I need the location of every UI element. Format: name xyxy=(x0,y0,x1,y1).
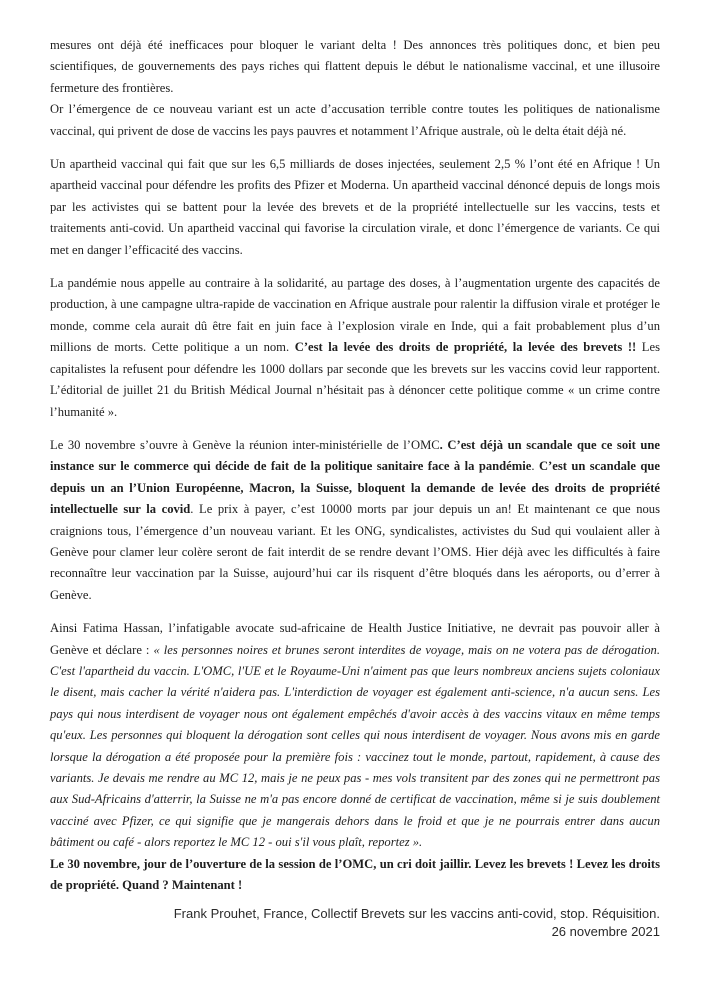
text-run: Les capitalistes la refusent pour défendre les 1000 dollars par seconde que les brevets sur les vaccins covid leur rapportent. L’éditorial de juillet 21 du British Médical Journal n’hésitait pas à dénoncer cette politique comme « un crime contre l’humanité ». xyxy=(50,340,660,419)
text-run-italic: « les personnes noires et brunes seront interdites de voyage, mais on ne votera pas de dérogation. C'est l'apartheid du vaccin. L'OMC, l'UE et le Royaume-Uni n'aiment pas que leurs nombreux anciens sujets coloniaux le disent, mais cacher la vérité n'aidera pas. L'interdiction de voyager est également anti-science, n'a aucun sens. Les pays qui nous interdisent de voyager nous ont également empêchés d'avoir accès à des vaccins vitaux en même temps qu'eux. Les personnes qui bloquent la dérogation sont celles qui nous interdisent de voyager. Nous avons mis en garde lorsque la dérogation a été proposée pour la première fois : vaccinez tout le monde, partout, rapidement, à cause des variants. Je devais me rendre au MC 12, mais je ne peux pas - mes vols transitent par des zones qui ne permettront pas aux Sud-Africains d'atterrir, la Suisse ne m'a pas encore donné de certificat de vaccination, même si je suis doublement vacciné avec Pfizer, ce qui signifie que je mangerais dehors dans le froid et que je ne pourrais entrer dans aucun bâtiment ou café - alors reportez le MC 12 - oui s'il vous plaît, reportez ». xyxy=(50,642,660,850)
signature-date: 26 novembre 2021 xyxy=(551,924,660,940)
text-run: . Le prix à payer, c’est 10000 morts par jour depuis un an! Et maintenant ce que nous craignions tous, l’émergence d’un nouveau variant. Et les ONG, syndicalistes, activistes du Sud qui voulaient aller à Genève pour clamer leur colère seront de fait interdit de se rendre devant l’OMS. Hier déjà avec les difficultés à faire reconnaître leur vaccination par la Suisse, aujourd’hui car ils risquent d’être bloqués dans les aéroports, ou d’errer à Genève. xyxy=(50,502,660,602)
signature-author: Frank Prouhet, France, Collectif Brevets sur les vaccins anti-covid, stop. Réquisition. xyxy=(173,906,660,922)
text-run: mesures ont déjà été inefficaces pour bloquer le variant delta ! Des annonces très politiques donc, et bien peu scientifiques, de gouvernements des pays riches qui flattent depuis le début le nationalisme vaccinal, et une illusoire fermeture des frontières. xyxy=(50,38,660,95)
paragraph-call-to-action xyxy=(50,854,660,897)
text-run: . xyxy=(531,459,539,474)
text-run: Or l’émergence de ce nouveau variant est un acte d’accusation terrible contre toutes les politiques de nationalisme vaccinal, qui privent de dose de vaccins les pays pauvres et notamment l’Afrique australe, où le delta était déjà né. xyxy=(50,102,660,138)
paragraph-fatima-hassan-quote xyxy=(50,618,660,853)
text-run-bold: C’est un scandale que depuis un an l’Union Européenne, Macron, la Suisse, bloquent la demande de levée des droits de propriété intellectuelle sur la covid xyxy=(50,459,660,517)
text-run: Le 30 novembre s’ouvre à Genève la réunion inter-ministérielle de l’OMC xyxy=(50,437,440,452)
text-run: Ainsi Fatima Hassan, l’infatigable avocate sud-africaine de Health Justice Initiative, ne devrait pas pouvoir aller à Genève et déclare : xyxy=(50,621,660,657)
text-run-bold: Le 30 novembre, jour de l’ouverture de la session de l’OMC, un cri doit jaillir. Levez les brevets ! Levez les droits de propriété. Quand ? Maintenant ! xyxy=(50,856,660,893)
paragraph-variant-accusation xyxy=(50,99,660,142)
text-run-bold: . C’est déjà un scandale que ce soit une instance sur le commerce qui décide de fait de la politique sanitaire face à la pandémie xyxy=(50,437,660,474)
paragraph-omc-meeting xyxy=(50,435,660,606)
text-run: La pandémie nous appelle au contraire à la solidarité, au partage des doses, à l’augmentation urgente des capacités de production, à une campagne ultra-rapide de vaccination en Afrique australe pour ralentir la diffusion virale et protéger le monde, comme cela aurait dû être fait en juin face à l’explosion virale en Inde, qui a fait probablement plus d’un millions de morts. Cette politique a un nom. xyxy=(50,276,660,355)
paragraph-pandemic-solidarity xyxy=(50,273,660,423)
signature-block xyxy=(50,905,660,941)
text-run: Un apartheid vaccinal qui fait que sur les 6,5 milliards de doses injectées, seulement 2,5 % l’ont été en Afrique ! Un apartheid vaccinal pour défendre les profits des Pfizer et Moderna. Un apartheid vaccinal dénoncé depuis de longs mois par les activistes qui se battent pour la levée des brevets et de la propriété intellectuelle sur les vaccins, tests et traitements anti-covid. Un apartheid vaccinal qui favorise la circulation virale, et donc l’émergence de variants. Ce qui met en danger l’efficacité des vaccins. xyxy=(50,157,660,257)
paragraph-vaccine-apartheid xyxy=(50,154,660,261)
paragraph-delta-measures xyxy=(50,35,660,99)
text-run-bold: C’est la levée des droits de propriété, la levée des brevets !! xyxy=(294,340,637,355)
